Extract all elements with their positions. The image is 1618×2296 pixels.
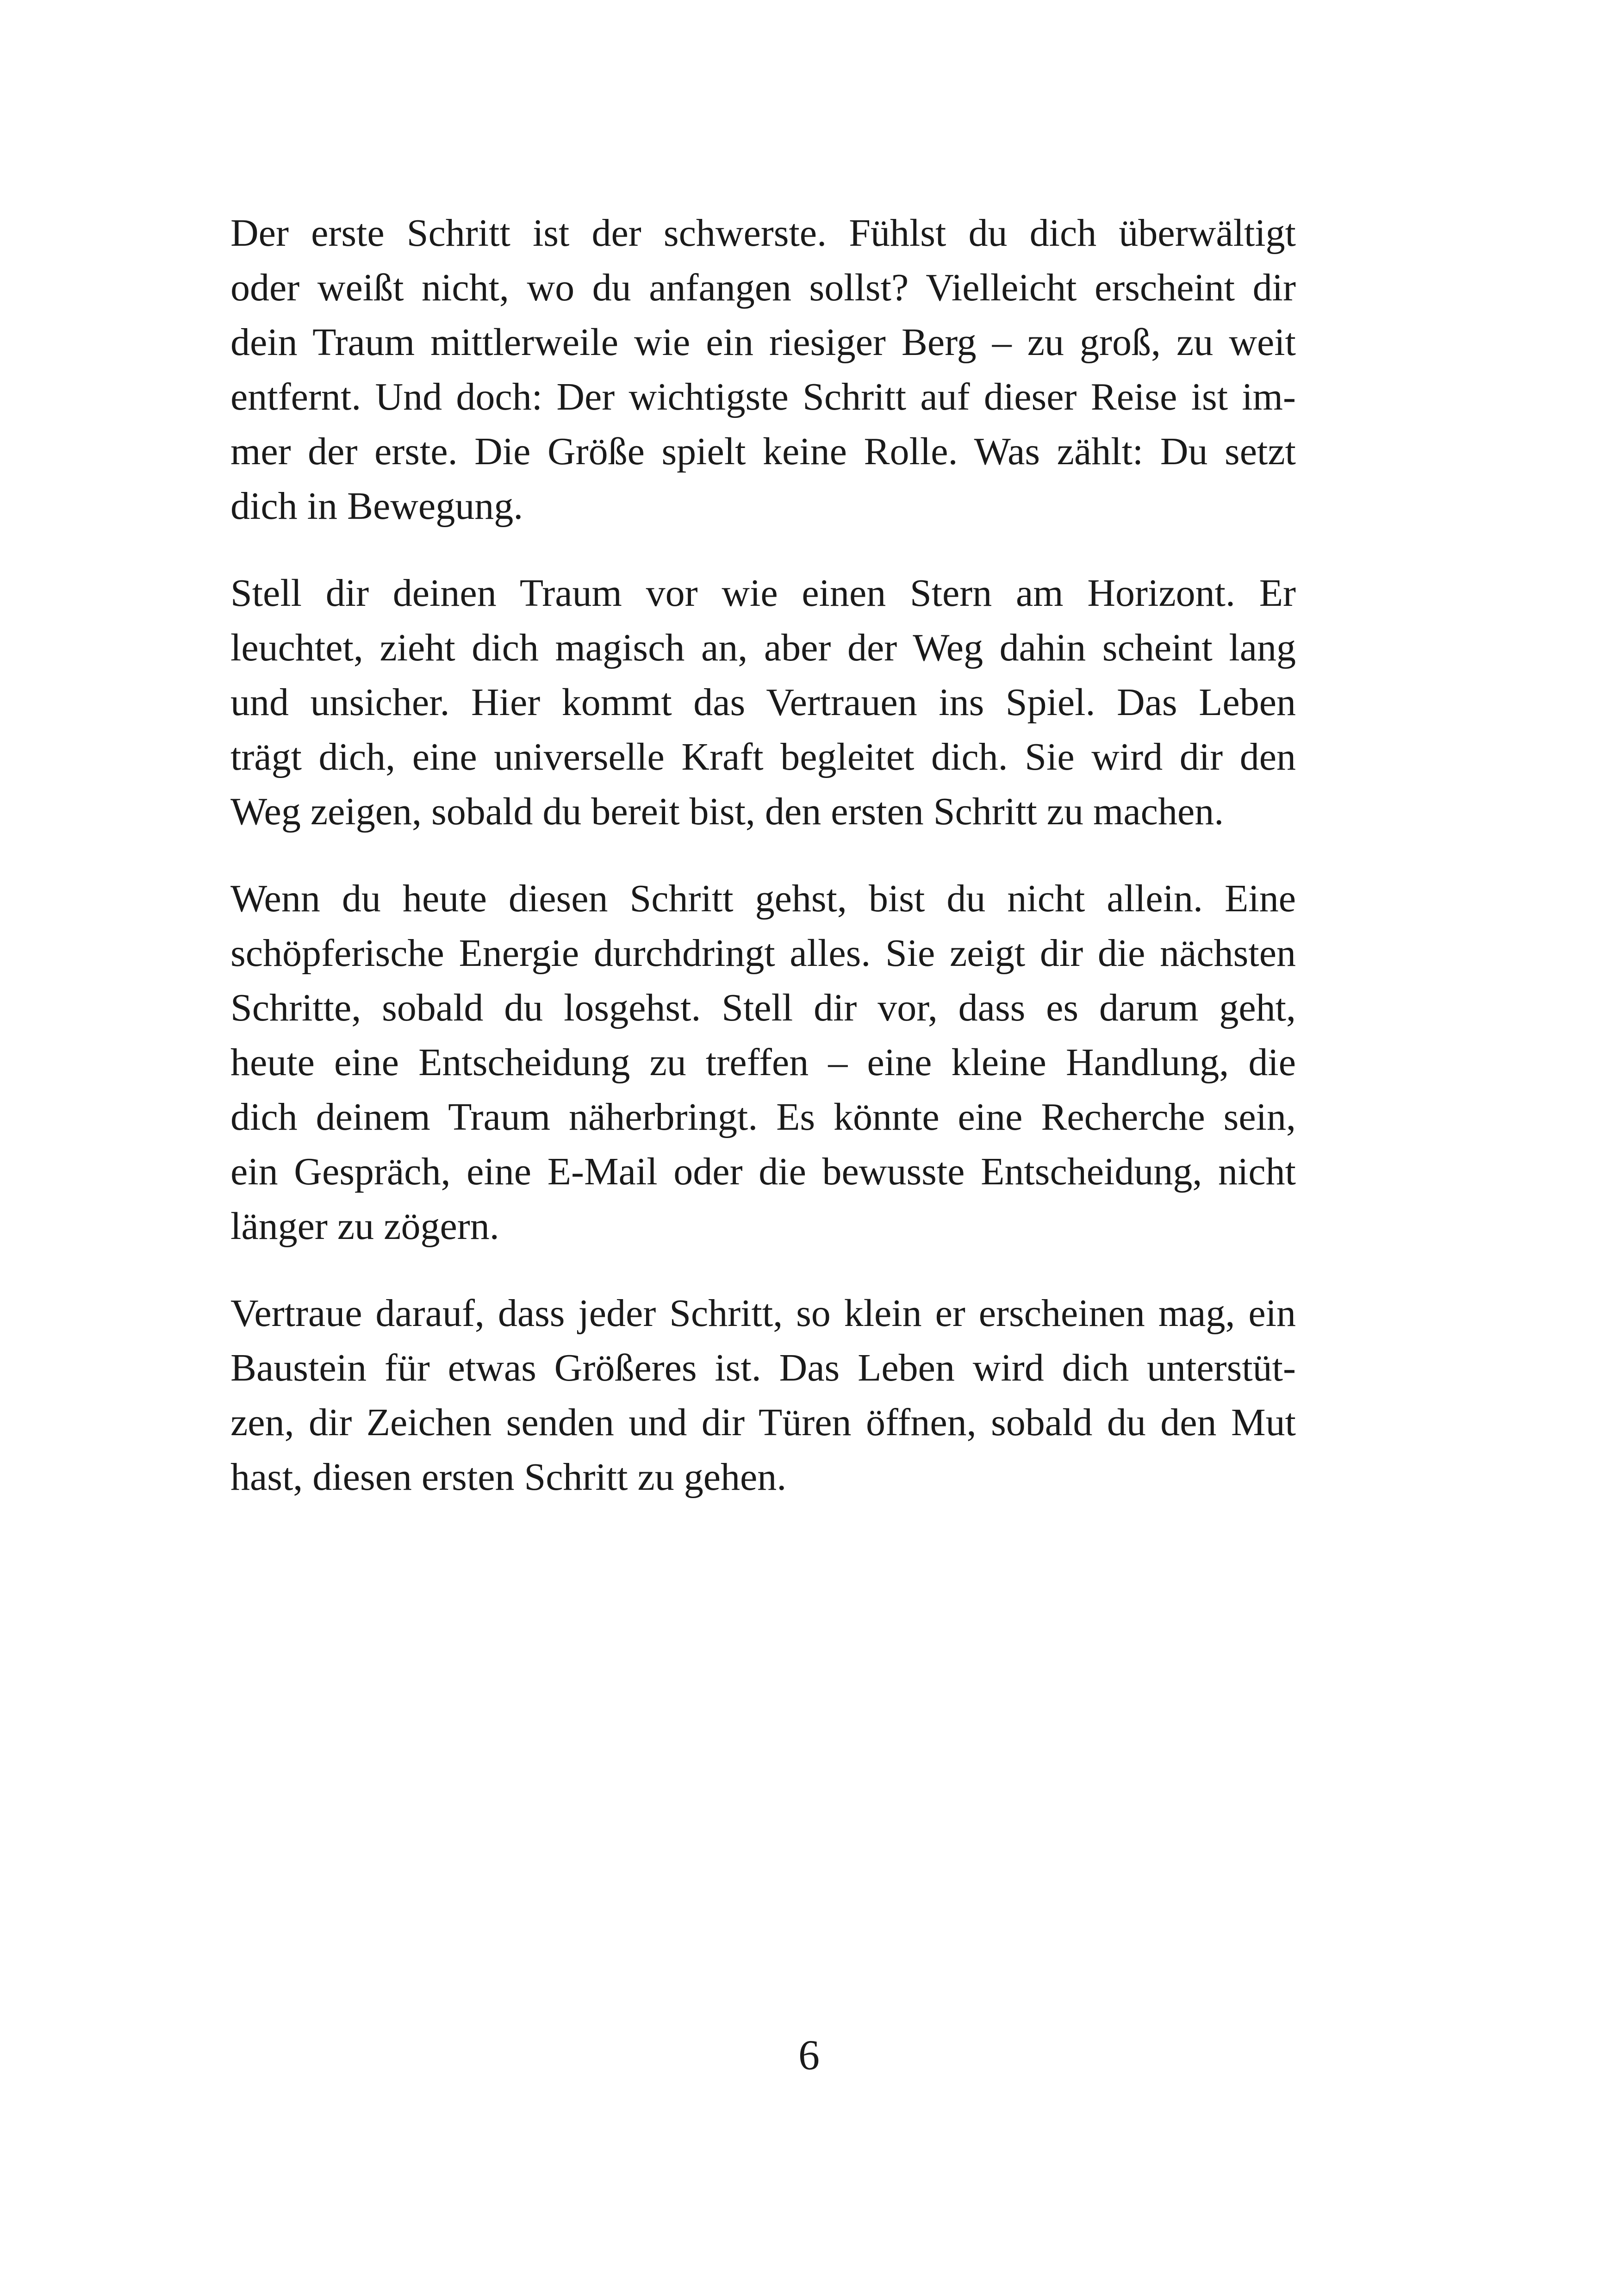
text-line: schöpferische Energie durchdringt alles. Sie zeigt dir die nächsten (230, 932, 1296, 975)
text-line: zen, dir Zeichen senden und dir Türen öffnen, sobald du den Mut (230, 1401, 1296, 1444)
text-line: Stell dir deinen Traum vor wie einen Stern am Horizont. Er (230, 572, 1296, 615)
text-line: leuchtet, zieht dich magisch an, aber der Weg dahin scheint lang (230, 626, 1296, 669)
paragraph-4 (230, 1286, 1296, 1505)
page-number: 6 (798, 2031, 820, 2078)
body-text (230, 206, 1296, 1505)
text-line: dich deinem Traum näherbringt. Es könnte eine Recherche sein, (230, 1095, 1296, 1139)
text-line: trägt dich, eine universelle Kraft begleitet dich. Sie wird dir den (230, 735, 1296, 778)
paragraph-2 (230, 566, 1296, 839)
text-line: Schritte, sobald du losgehst. Stell dir vor, dass es darum geht, (230, 986, 1296, 1029)
text-line: heute eine Entscheidung zu treffen – eine kleine Handlung, die (230, 1041, 1296, 1084)
text-line: Weg zeigen, sobald du bereit bist, den ersten Schritt zu machen. (230, 790, 1224, 833)
text-line: Wenn du heute diesen Schritt gehst, bist du nicht allein. Eine (230, 877, 1296, 920)
text-line: Vertraue darauf, dass jeder Schritt, so klein er erscheinen mag, ein (230, 1292, 1296, 1335)
text-line: ein Gespräch, eine E-Mail oder die bewusste Entscheidung, nicht (230, 1150, 1296, 1193)
text-line: Der erste Schritt ist der schwerste. Fühlst du dich überwältigt (230, 212, 1296, 255)
text-line: entfernt. Und doch: Der wichtigste Schritt auf dieser Reise ist im- (230, 375, 1296, 418)
text-line: mer der erste. Die Größe spielt keine Rolle. Was zählt: Du setzt (230, 430, 1296, 473)
paragraph-1 (230, 206, 1296, 534)
text-line: dein Traum mittlerweile wie ein riesiger Berg – zu groß, zu weit (230, 321, 1296, 364)
text-line: Baustein für etwas Größeres ist. Das Leben wird dich unterstüt- (230, 1346, 1296, 1389)
text-line: dich in Bewegung. (230, 485, 523, 528)
paragraph-3 (230, 871, 1296, 1254)
text-line: hast, diesen ersten Schritt zu gehen. (230, 1456, 787, 1499)
text-line: und unsicher. Hier kommt das Vertrauen ins Spiel. Das Leben (230, 681, 1296, 724)
text-line: oder weißt nicht, wo du anfangen sollst? Vielleicht erscheint dir (230, 266, 1296, 309)
text-line: länger zu zögern. (230, 1205, 499, 1248)
